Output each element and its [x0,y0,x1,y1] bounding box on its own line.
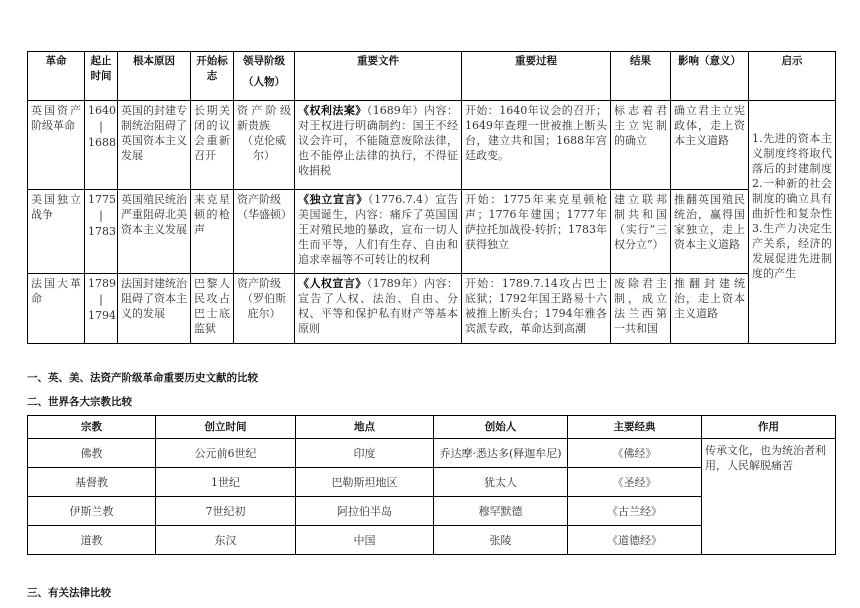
process-cell: 开始：1640年议会的召开；1649年查理一世被推上断头台，建立共和国；1688年宫廷政变。 [462,101,611,190]
start-sign-cell: 巴黎人民攻占巴士底监狱 [191,274,234,344]
cause-cell: 英国殖民统治严重阻碍北美资本主义发展 [118,190,191,274]
class-text: 资产阶级 [237,277,281,290]
religion-cell: 佛教 [28,439,156,468]
end-year: 1794 [88,309,116,322]
place-cell: 巴勒斯坦地区 [296,468,434,497]
table-row [28,101,836,190]
religion-cell: 基督教 [28,468,156,497]
founder-cell: 乔达摩·悉达多(释迦牟尼) [434,439,568,468]
result-cell: 废除君主制，成立法兰西第一共和国 [611,274,671,344]
founder-cell: 张陵 [434,526,568,555]
impact-cell: 推翻英国殖民统治，赢得国家独立，走上资本主义道路 [671,190,749,274]
header-documents: 重要文件 [295,52,462,101]
period-bar: | [99,209,103,222]
process-cell: 开始：1775年来克星顿枪声；1776年建国；1777年萨拉托加战役-转折；1783年获得独立 [462,190,611,274]
person-text: （克伦威尔） [242,134,286,162]
table-row [28,274,836,344]
document-cell [295,190,462,274]
start-year: 1775 [88,193,116,206]
header-cause: 根本原因 [118,52,191,101]
period-cell [85,190,118,274]
founder-cell: 犹太人 [434,468,568,497]
impact-cell: 推翻封建统治，走上资本主义道路 [671,274,749,344]
result-cell: 标志着君主立宪制的确立 [611,101,671,190]
end-year: 1688 [88,136,116,149]
cause-cell: 法国封建统治阻碍了资本主义的发展 [118,274,191,344]
class-text: 资产阶级新贵族 [237,104,291,132]
header-scripture: 主要经典 [568,416,702,439]
table-header-row [28,416,836,439]
header-period: 起止时间 [85,52,118,101]
header-function: 作用 [702,416,836,439]
revolution-cell: 美国独立战争 [28,190,85,274]
document-title: 《人权宣言》 [298,277,367,290]
start-sign-cell: 长期关闭的议会重新召开 [191,101,234,190]
start-year: 1640 [88,104,116,117]
revolution-cell: 英国资产阶级革命 [28,101,85,190]
person-text: （罗伯斯庇尔） [242,292,286,320]
document-cell [295,274,462,344]
document-title: 《权利法案》 [298,104,367,117]
start-sign-cell: 来克星顿的枪声 [191,190,234,274]
document-title: 《独立宣言》 [298,193,368,206]
heading-2: 二、世界各大宗教比较 [27,396,132,408]
period-cell [85,274,118,344]
result-cell: 建立联邦制共和国（实行“三权分立”） [611,190,671,274]
table-row [28,190,836,274]
end-year: 1783 [88,225,116,238]
religion-comparison-table [27,415,836,555]
period-cell [85,101,118,190]
cause-cell: 英国的封建专制统治阻碍了英国资本主义发展 [118,101,191,190]
revolution-cell: 法国大革命 [28,274,85,344]
header-religion: 宗教 [28,416,156,439]
heading-3: 三、有关法律比较 [27,587,111,599]
process-cell: 开始：1789.7.14攻占巴士底狱；1792年国王路易十六被推上断头台；1794年雅各宾派专政，革命达到高潮 [462,274,611,344]
table-row [28,439,836,468]
person-text: （华盛顿） [237,208,292,221]
scripture-cell: 《圣经》 [568,468,702,497]
function-cell: 传承文化，也为统治者利用，人民解脱痛苦 [702,439,836,555]
header-start-sign: 开始标志 [191,52,234,101]
table-header-row [28,52,836,101]
document-body: （1776.7.4）宣告美国诞生，内容：痛斥了英国国王对殖民地的暴政，宣布一切人生而平等，人们有生存、自由和追求幸福等不可转让的权利 [298,193,459,266]
place-cell: 阿拉伯半岛 [296,497,434,526]
class-cell [234,274,295,344]
founder-cell: 穆罕默德 [434,497,568,526]
place-cell: 中国 [296,526,434,555]
impact-cell: 确立君主立宪政体，走上资本主义道路 [671,101,749,190]
header-impact: 影响（意义） [671,52,749,101]
time-cell: 公元前6世纪 [156,439,296,468]
header-place: 地点 [296,416,434,439]
header-time: 创立时间 [156,416,296,439]
place-cell: 印度 [296,439,434,468]
start-year: 1789 [88,277,116,290]
scripture-cell: 《古兰经》 [568,497,702,526]
time-cell: 7世纪初 [156,497,296,526]
revolution-comparison-table [27,51,836,344]
class-cell [234,190,295,274]
heading-1: 一、英、美、法资产阶级革命重要历史文献的比较 [27,372,258,384]
header-result: 结果 [611,52,671,101]
period-bar: | [99,120,103,133]
class-text: 资产阶级 [237,193,281,206]
header-insight: 启示 [749,52,836,101]
scripture-cell: 《道德经》 [568,526,702,555]
time-cell: 1世纪 [156,468,296,497]
header-class-label: 领导阶级 [243,55,285,67]
time-cell: 东汉 [156,526,296,555]
scripture-cell: 《佛经》 [568,439,702,468]
document-body: （1689年）内容：对王权进行明确制约：国王不经议会许可，不能随意废除法律，也不能停止法律的执行，不得征收捐税 [298,104,458,177]
header-leading-class [234,52,295,101]
period-bar: | [99,293,103,306]
religion-cell: 道教 [28,526,156,555]
insight-cell: 1.先进的资本主义制度终将取代落后的封建制度2.一种新的社会制度的确立具有曲折性和复杂性3.生产力决定生产关系，经济的发展促进先进制度的产生 [749,101,836,344]
header-process: 重要过程 [462,52,611,101]
document-cell [295,101,462,190]
religion-cell: 伊斯兰教 [28,497,156,526]
class-cell [234,101,295,190]
header-revolution: 革命 [28,52,85,101]
document-body: （1789年）内容：宣告了人权、法治、自由、分权、平等和保护私有财产等基本原则 [298,277,458,335]
header-person-label: （人物） [243,76,285,88]
header-founder: 创始人 [434,416,568,439]
